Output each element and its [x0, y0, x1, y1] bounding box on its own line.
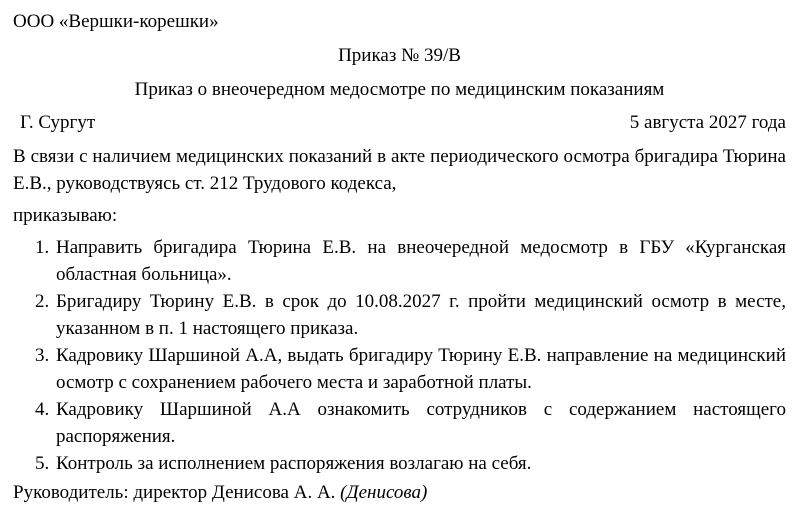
organization-name: ООО «Вершки-корешки»	[13, 11, 219, 32]
order-item-1: 1. Направить бригадира Тюрина Е.В. на внеочередной медосмотр в ГБУ «Курганская областная больница».	[54, 234, 786, 288]
order-item-3: 3. Кадровику Шаршиной А.А, выдать бригадиру Тюрину Е.В. направление на медицинский осмотр с сохранением рабочего места и заработной платы.	[54, 342, 786, 396]
preamble-text: В связи с наличием медицинских показаний в акте периодического осмотра бригадира Тюрина Е.В., руководствуясь ст. 212 Трудового кодекса,	[13, 146, 786, 194]
signature-role: Руководитель: директор Денисова А. А.	[13, 482, 336, 503]
order-item-2: 2. Бригадиру Тюрину Е.В. в срок до 10.08.2027 г. пройти медицинский осмотр в месте, указанном в п. 1 настоящего приказа.	[54, 288, 786, 342]
date-label: 5 августа 2027 года	[629, 112, 786, 133]
order-title: Приказ № 39/В	[338, 45, 461, 66]
directive-word: приказываю:	[13, 205, 118, 226]
city-date-row	[13, 109, 786, 136]
signature-line	[13, 479, 786, 506]
order-items-list	[13, 234, 786, 477]
signature-handwritten: (Денисова)	[340, 482, 428, 503]
order-subtitle: Приказ о внеочередном медосмотре по медицинским показаниям	[134, 79, 665, 100]
order-item-5: 5. Контроль за исполнением распоряжения возлагаю на себя.	[54, 450, 786, 477]
city-label: Г. Сургут	[20, 112, 96, 133]
order-item-4: 4. Кадровику Шаршиной А.А ознакомить сотрудников с содержанием настоящего распоряжения.	[54, 396, 786, 450]
